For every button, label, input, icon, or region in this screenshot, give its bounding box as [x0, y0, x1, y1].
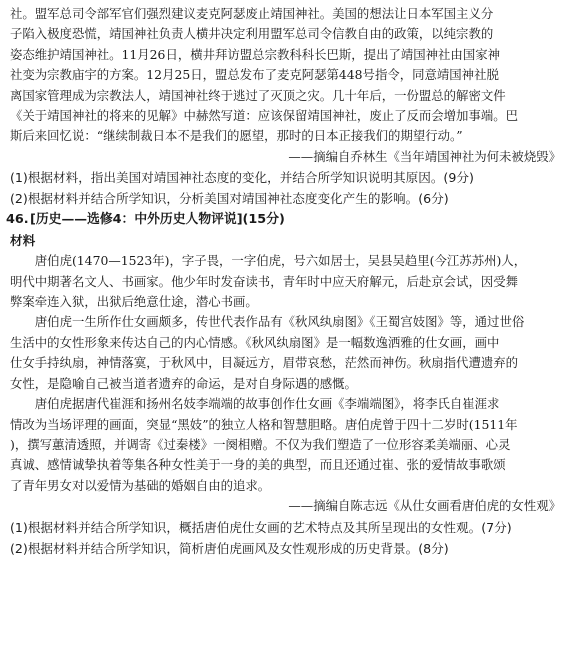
material-source: ——摘编自陈志远《从仕女画看唐伯虎的女性观》	[288, 498, 561, 514]
text-line: 斯后来回忆说：“继续制裁日本不是我们的愿望，那时的日本正接我们的期望行动。”	[10, 128, 463, 144]
passage-45-body	[10, 4, 565, 147]
text-line: 仕女手持纨扇，神情落寞，于秋风中，目凝远方，眉带哀愁，茫然而神伤。秋扇指代遭遗弃的	[10, 355, 519, 371]
text-line: 了青年男女对以爱情为基础的婚姻自由的追求。	[10, 477, 271, 493]
text-line: 生活中的女性形象来传达自己的内心情感。《秋风纨扇图》是一幅数逸洒雅的仕女画，画中	[10, 334, 500, 350]
material-paragraph-1	[10, 251, 565, 312]
text-line: 姿态维护靖国神社。11月26日，横井拜访盟总宗教科科长巴斯，提出了靖国神社由国家神	[10, 46, 500, 62]
text-line: 子陷入极度恐慌，靖国神社负责人横井决定利用盟军总司令信教自由的政策，以纯宗教的	[10, 26, 494, 42]
text-line: 女性，是隐喻自己被当道者遗弃的命运，是对自身际遇的感慨。	[10, 375, 357, 391]
text-line: 《关于靖国神社的将来的见解》中赫然写道：应该保留靖国神社，废止了反而会增加事端。巴	[10, 108, 519, 124]
question-number: 46.	[6, 212, 29, 228]
passage-45-source: ——摘编自乔林生《当年靖国神社为何未被烧毁》	[288, 148, 561, 164]
text-line: 唐伯虎一生所作仕女画颇多，传世代表作品有《秋风纨扇图》《王蜀宫妓图》等，通过世俗	[34, 314, 525, 330]
question-46-heading	[6, 209, 565, 230]
material-paragraph-3	[10, 394, 565, 496]
question-46-part-2: (2)根据材料并结合所学知识，简析唐伯虎画风及女性观形成的历史背景。(8分)	[10, 540, 449, 556]
text-line: 真诚、感情诚挚执着等集各种女性美于一身的美的典型，而且还通过崔、张的爱情故事歌颂	[10, 457, 506, 473]
text-line: 社变为宗教庙宇的方案。12月25日，盟总发布了麦克阿瑟第448号指令，同意靖国神社脱	[10, 67, 499, 83]
text-line: 社。盟军总司令部军官们强烈建议麦克阿瑟废止靖国神社。美国的想法让日本军国主义分	[10, 6, 494, 21]
material-paragraph-2	[10, 312, 565, 394]
text-line: 情改为当场评理的画面，突显“黑妓”的独立人格和智慧胆略。唐伯虎曾于四十二岁时(1511年	[10, 416, 518, 432]
text-line: 明代中期著名文人、书画家。他少年时发奋读书，青年时中应天府解元，后赴京会试，因受舞	[10, 273, 519, 289]
text-line: 弊案牵连入狱，出狱后绝意仕途，潜心书画。	[10, 294, 258, 310]
question-45-part-1: (1)根据材料，指出美国对靖国神社态度的变化，并结合所学知识说明其原因。(9分)	[10, 170, 474, 186]
text-line: 唐伯虎(1470—1523年)，字子畏，一字伯虎，号六如居士，吴县吴趋里(今江苏苏州)人，	[34, 253, 527, 269]
material-label: 材料	[10, 233, 36, 249]
question-46-part-1: (1)根据材料并结合所学知识，概括唐伯虎仕女画的艺术特点及其所呈现出的女性观。(7分)	[10, 519, 512, 535]
text-line: )，撰写蕙清透照，并调寄《过秦楼》一阕相赠。不仅为我们塑造了一位形容柔美端丽、心灵	[10, 436, 511, 452]
text-line: 唐伯虎据唐代崔涯和扬州名妓李端端的故事创作仕女画《李端端图》，将李氏自崔涯求	[34, 396, 500, 412]
question-46-title: [历史——选修4：中外历史人物评说](15分)	[30, 212, 285, 228]
text-line: 离国家管理成为宗教法人，靖国神社终于逃过了灭顶之灾。几十年后，一份盟总的解密文件	[10, 87, 506, 103]
question-45-part-2: (2)根据材料并结合所学知识，分析美国对靖国神社态度变化产生的影响。(6分)	[10, 191, 449, 207]
